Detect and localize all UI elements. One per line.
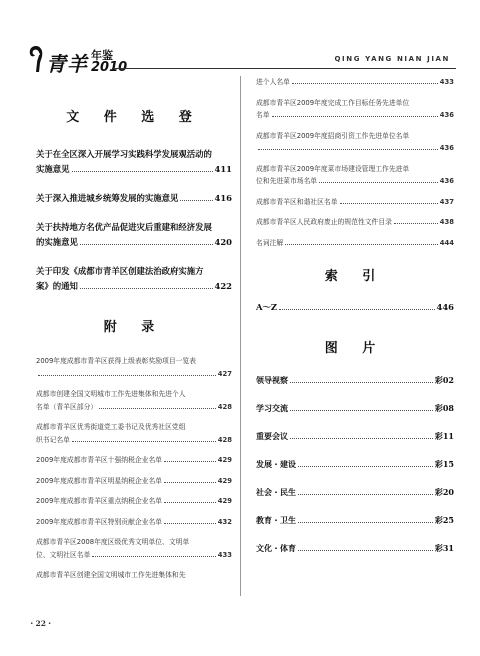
toc-page-number: 437 (439, 197, 454, 206)
toc-entry-text: 关于印发《成都市青羊区创建法治政府实施方 (36, 266, 204, 276)
picture-page-number: 彩15 (434, 459, 454, 469)
toc-entry-line (256, 237, 454, 250)
toc-entry-text: 关于扶持地方名优产品促进灾后重建和经济发展 (36, 222, 212, 232)
toc-entry-text: 名单 (256, 111, 270, 119)
toc-page-number: 433 (439, 78, 454, 86)
picture-page-number: 彩11 (434, 431, 454, 441)
toc-entry[interactable] (36, 220, 232, 250)
toc-entry-text: A～Z (256, 302, 277, 312)
picture-entry-line (256, 458, 454, 470)
page-number: ・22・ (28, 619, 54, 628)
picture-entry[interactable] (256, 402, 454, 414)
toc-page-number: 422 (214, 281, 232, 291)
picture-page-number: 彩25 (434, 515, 454, 525)
toc-entry[interactable] (256, 216, 454, 229)
toc-entry-text: 成都市青羊区创建全国文明城市工作先进集体和先 (36, 571, 186, 579)
toc-entry-text: 成都市青羊区2009年度菜市场建设管理工作先进单 (256, 164, 410, 173)
logo-nianjian-text: 年鉴 (91, 49, 113, 62)
dot-leader (72, 170, 213, 172)
picture-entry-line (256, 542, 454, 554)
toc-entry[interactable] (36, 475, 232, 488)
index-list (256, 300, 454, 315)
toc-entry-text: 的实施意见 (36, 237, 78, 247)
dot-leader (340, 202, 438, 204)
toc-entry-text: 实施意见 (36, 164, 70, 174)
dot-leader (290, 437, 433, 439)
picture-entry-label: 领导视察 (256, 375, 288, 385)
dot-leader (258, 148, 438, 150)
toc-entry-line (36, 475, 232, 488)
header-rule (112, 68, 456, 69)
picture-entry[interactable] (256, 486, 454, 498)
toc-entry[interactable] (256, 163, 454, 188)
toc-entry-line (256, 300, 454, 315)
toc-page-number: 429 (217, 497, 232, 505)
picture-entry-label: 重要会议 (256, 431, 288, 441)
section-title-wenjian: 文 件 选 登 (66, 110, 202, 125)
dot-leader (292, 82, 438, 84)
toc-entry[interactable] (36, 191, 232, 206)
picture-entry[interactable] (256, 458, 454, 470)
picture-page-number: 彩08 (434, 403, 454, 413)
dot-leader (99, 407, 216, 409)
toc-entry-text: 织书记名单 (36, 435, 70, 444)
dot-leader (272, 115, 438, 117)
toc-entry[interactable] (36, 355, 232, 380)
picture-entry-label: 教育・卫生 (256, 515, 296, 525)
toc-entry-line (36, 434, 232, 447)
toc-entry-text: 位和先进菜市场名单 (256, 177, 318, 185)
toc-page-number: 446 (436, 302, 454, 312)
appendix-continued-list (256, 76, 454, 249)
toc-entry[interactable] (256, 300, 454, 315)
toc-entry-line (36, 191, 232, 206)
picture-entry[interactable] (256, 430, 454, 442)
toc-page-number: 411 (214, 164, 232, 174)
toc-entry-text: 名词注解 (256, 238, 284, 247)
toc-entry[interactable] (256, 76, 454, 89)
dot-leader (298, 465, 433, 467)
dot-leader (298, 549, 433, 551)
toc-page-number: 433 (217, 550, 232, 559)
toc-entry-text: 2009年度成都市青羊区获得上级表彰奖励项目一览表 (36, 357, 197, 365)
picture-entry-line (256, 374, 454, 386)
toc-entry-text: 成都市青羊区2009年度招商引资工作先进单位名单 (256, 131, 410, 140)
dot-leader (290, 409, 433, 411)
dot-leader (298, 493, 433, 495)
toc-entry[interactable] (256, 97, 454, 122)
picture-entry-line (256, 486, 454, 498)
toc-entry-line (36, 279, 232, 294)
dot-leader (92, 555, 215, 557)
toc-page-number: 416 (214, 193, 232, 203)
toc-entry-line (36, 549, 232, 562)
toc-entry[interactable] (256, 196, 454, 209)
picture-entry-line (256, 430, 454, 442)
toc-entry-text: 成都市青羊区优秀街道党工委书记及优秀社区党组 (36, 423, 186, 431)
toc-entry-text: 2009年度成都市青羊区特别贡献企业名单 (36, 517, 163, 526)
toc-entry-text: 成都市青羊区和谐社区名单 (256, 197, 338, 206)
toc-entry[interactable] (36, 495, 232, 508)
toc-entry[interactable] (36, 421, 232, 446)
picture-page-number: 彩20 (434, 487, 454, 497)
logo-year-text: 2010 (91, 60, 128, 75)
toc-entry[interactable] (256, 130, 454, 155)
toc-entry-line (256, 216, 454, 229)
fulu-list (36, 355, 232, 582)
toc-page-number: 429 (217, 476, 232, 485)
toc-page-number: 420 (214, 237, 232, 247)
toc-entry-line (36, 235, 232, 250)
page-header (0, 0, 480, 84)
toc-entry-text: 2009年度成都市青羊区明星纳税企业名单 (36, 476, 163, 485)
toc-entry-line (256, 175, 454, 188)
toc-entry-line (36, 401, 232, 414)
toc-entry[interactable] (36, 388, 232, 413)
toc-page-number: 428 (217, 435, 232, 444)
toc-entry-text: 案》的通知 (36, 281, 78, 291)
section-title-suoyin: 索 引 (324, 269, 386, 284)
dot-leader (319, 181, 438, 183)
picture-page-number: 彩02 (434, 375, 454, 385)
toc-entry[interactable] (36, 569, 232, 582)
dot-leader (80, 287, 213, 289)
toc-entry-text: 关于在全区深入开展学习实践科学发展观活动的 (36, 149, 212, 159)
picture-entry-label: 学习交流 (256, 403, 288, 413)
wenjian-list (36, 147, 232, 294)
dot-leader (72, 440, 216, 442)
picture-entry-line (256, 402, 454, 414)
toc-page-number: 432 (217, 517, 232, 526)
toc-entry[interactable] (36, 454, 232, 467)
toc-entry-text: 成都市青羊区2008年度区级优秀文明单位、文明单 (36, 538, 190, 546)
dot-leader (285, 243, 438, 245)
toc-entry-text: 成都市青羊区人民政府废止的规范性文件目录 (256, 218, 392, 226)
left-column (36, 98, 232, 590)
toc-entry-text: 成都市青羊区2009年度完成工作目标任务先进单位 (256, 98, 410, 107)
dot-leader (164, 522, 216, 524)
picture-list (256, 374, 454, 554)
picture-entry-label: 文化・体育 (256, 543, 296, 553)
toc-entry-line (256, 76, 454, 89)
right-column (256, 76, 454, 570)
toc-entry-text: 名单（青羊区部分） (36, 402, 98, 411)
picture-entry[interactable] (256, 374, 454, 386)
toc-page-number: 436 (439, 177, 454, 185)
picture-entry-label: 社会・民生 (256, 487, 296, 497)
toc-entry-line (36, 368, 232, 381)
toc-entry[interactable] (36, 264, 232, 294)
toc-entry[interactable] (256, 237, 454, 250)
dot-leader (164, 481, 216, 483)
dot-leader (80, 243, 213, 245)
dot-leader (164, 501, 216, 503)
toc-page-number: 429 (217, 456, 232, 464)
toc-entry-text: 位、文明社区名单 (36, 550, 91, 559)
dot-leader (279, 308, 435, 310)
picture-entry-label: 发展・建设 (256, 459, 296, 469)
toc-entry-text: 关于深入推进城乡统筹发展的实施意见 (36, 193, 179, 203)
column-divider (240, 76, 241, 596)
section-title-tupian: 图 片 (324, 341, 386, 356)
toc-entry-line (36, 495, 232, 508)
toc-entry-line (256, 196, 454, 209)
dot-leader (38, 374, 216, 376)
header-pinyin: QING YANG NIAN JIAN (334, 55, 450, 63)
toc-entry[interactable] (36, 147, 232, 177)
toc-entry[interactable] (36, 516, 232, 529)
toc-page-number: 444 (439, 238, 454, 247)
toc-entry-line (256, 142, 454, 155)
toc-page-number: 436 (439, 144, 454, 152)
dot-leader (290, 381, 433, 383)
section-title-fulu: 附 录 (103, 320, 165, 335)
toc-entry-line (256, 109, 454, 122)
logo-script-text: 青羊 (46, 52, 88, 76)
toc-page-number: 428 (217, 402, 232, 411)
picture-entry[interactable] (256, 514, 454, 526)
dot-leader (298, 521, 433, 523)
toc-entry-line (36, 162, 232, 177)
ram-head-icon (28, 44, 44, 74)
toc-entry[interactable] (36, 536, 232, 561)
dot-leader (394, 222, 438, 224)
toc-page-number: 436 (439, 111, 454, 119)
toc-entry-line (36, 454, 232, 467)
dot-leader (164, 460, 216, 462)
toc-entry-text: 2009年度成都市青羊区重点纳税企业名单 (36, 497, 163, 505)
toc-page-number: 427 (217, 369, 232, 378)
toc-page-number: 438 (439, 218, 454, 226)
toc-entry-text: 成都市创建全国文明城市工作先进集体和先进个人 (36, 390, 186, 398)
toc-entry-text: 2009年度成都市青羊区十强纳税企业名单 (36, 456, 163, 464)
toc-entry-line (36, 516, 232, 529)
dot-leader (180, 199, 212, 201)
picture-entry-line (256, 514, 454, 526)
picture-page-number: 彩31 (434, 543, 454, 553)
toc-entry-text: 进个人名单 (256, 78, 290, 86)
picture-entry[interactable] (256, 542, 454, 554)
